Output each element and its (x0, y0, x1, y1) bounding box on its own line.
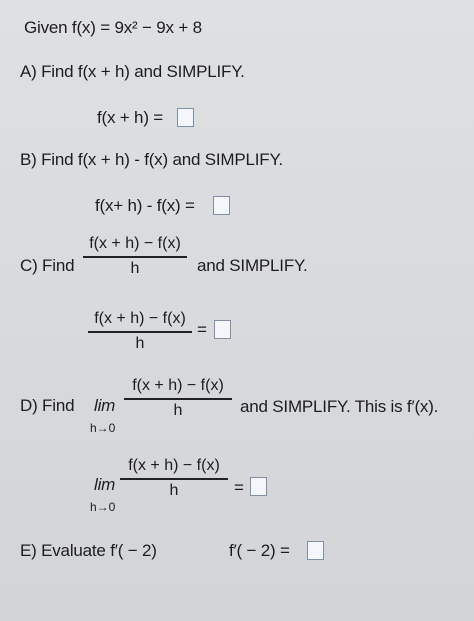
part-b-prompt: B) Find f(x + h) - f(x) and SIMPLIFY. (20, 150, 283, 169)
part-d-answer-fraction-bar (120, 478, 228, 480)
part-d-fraction-bar (124, 398, 232, 400)
given-function: Given f(x) = 9x² − 9x + 8 (24, 18, 202, 37)
part-c-suffix: and SIMPLIFY. (197, 256, 308, 275)
part-b-answer-label: f(x+ h) - f(x) = (95, 196, 195, 215)
part-c-answer-box[interactable] (214, 320, 231, 339)
part-d-answer-fraction (120, 457, 228, 500)
part-d-equals: = (234, 478, 244, 497)
part-d-answer-lim: lim (94, 475, 116, 494)
part-d-numerator: f(x + h) − f(x) (132, 377, 224, 394)
part-c-equals: = (197, 320, 207, 339)
part-d-prefix: D) Find (20, 396, 75, 415)
part-c-fraction (83, 235, 187, 278)
part-e-answer-label: f′( − 2) = (229, 541, 290, 560)
part-c-answer-denominator: h (135, 334, 145, 352)
part-d-answer-box[interactable] (250, 477, 267, 496)
part-c-answer-numerator: f(x + h) − f(x) (94, 310, 186, 327)
part-c-answer-fraction-bar (88, 331, 192, 333)
part-a-prompt: A) Find f(x + h) and SIMPLIFY. (20, 62, 245, 81)
part-e-answer-box[interactable] (307, 541, 324, 560)
part-c-denominator: h (130, 259, 140, 277)
part-c-prefix: C) Find (20, 256, 75, 275)
part-d-suffix: and SIMPLIFY. This is f′(x). (240, 397, 439, 416)
part-d-fraction (124, 377, 232, 420)
part-d-answer-denominator: h (169, 481, 179, 499)
part-e-prompt: E) Evaluate f′( − 2) (20, 541, 157, 560)
part-d-denominator: h (173, 401, 183, 419)
part-a-answer-box[interactable] (177, 108, 194, 127)
part-c-answer-fraction (88, 310, 192, 353)
part-a-answer-label: f(x + h) = (97, 108, 164, 127)
part-c-fraction-bar (83, 256, 187, 258)
part-d-lim: lim (94, 396, 116, 415)
part-d-answer-lim-subscript: h→0 (90, 500, 116, 514)
part-d-answer-numerator: f(x + h) − f(x) (128, 457, 220, 474)
part-d-lim-subscript: h→0 (90, 421, 116, 435)
part-c-numerator: f(x + h) − f(x) (89, 235, 181, 252)
part-b-answer-box[interactable] (213, 196, 230, 215)
